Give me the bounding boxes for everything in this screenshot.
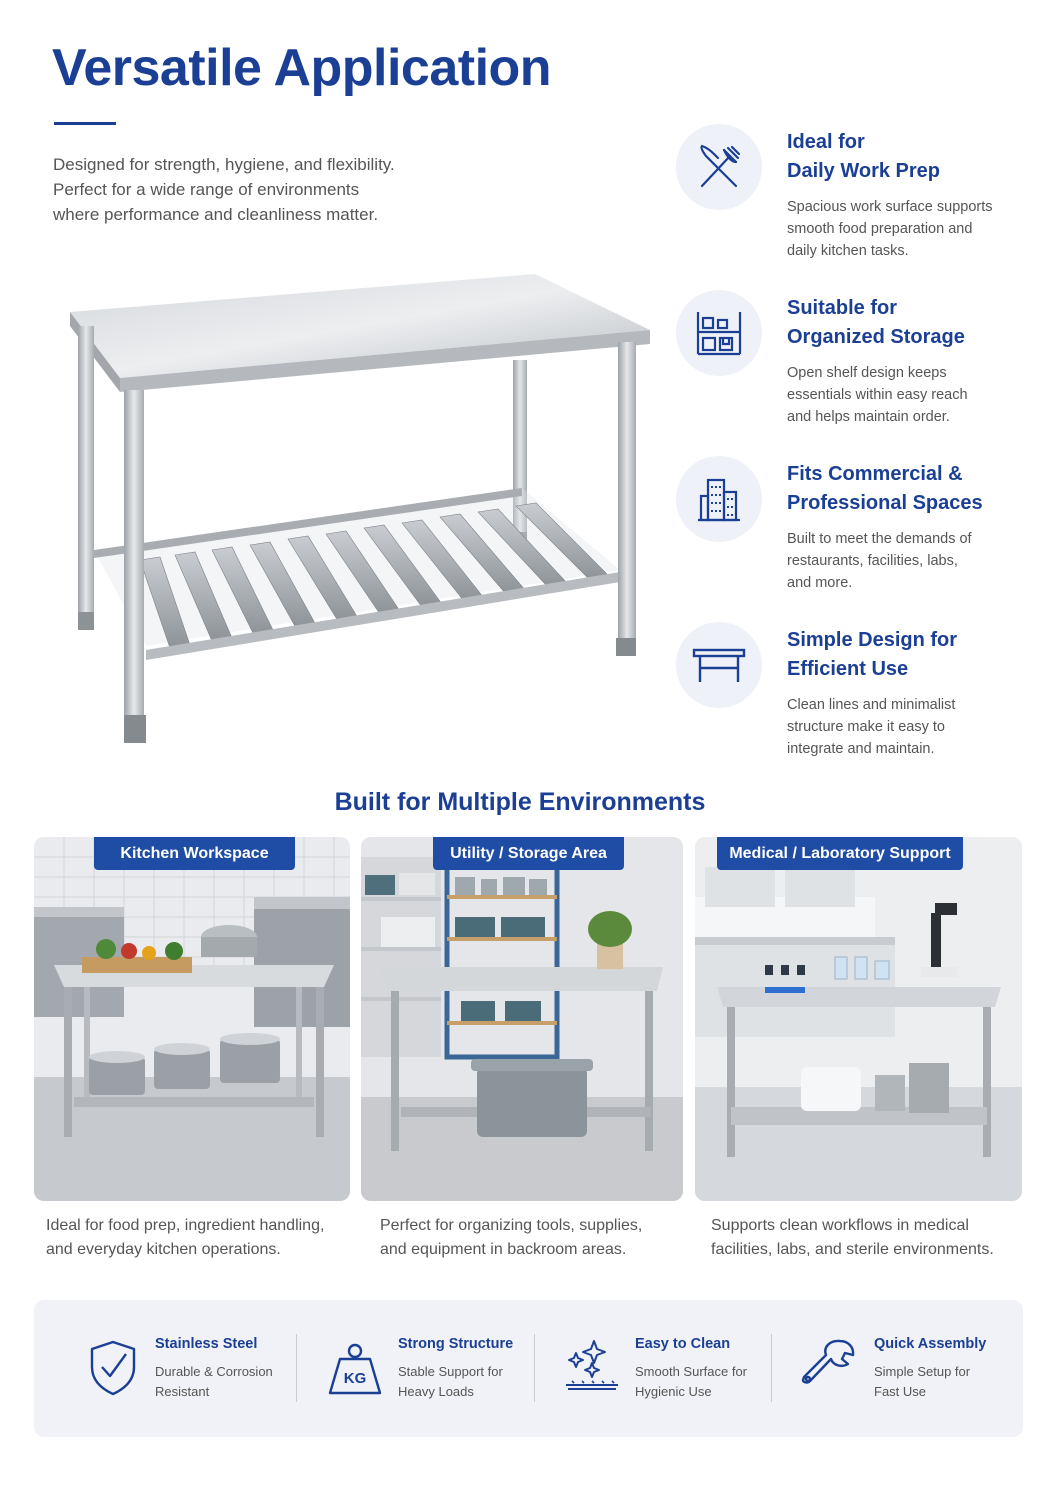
- table-icon: [676, 622, 762, 708]
- benefit-divider: [534, 1334, 535, 1402]
- feature-organized-storage: [676, 290, 1036, 450]
- env-card-lab: [695, 837, 1022, 1201]
- page-title: Versatile Application: [52, 39, 552, 97]
- utensils-icon: [676, 124, 762, 210]
- feature-description: Built to meet the demands of restaurants, facilities, labs, and more.: [787, 531, 972, 591]
- benefit-divider: [296, 1334, 297, 1402]
- feature-title: Ideal for Daily Work Prep: [787, 131, 941, 182]
- benefit-easy-to-clean: Easy to Clean Smooth Surface for Hygienic Use: [564, 1300, 784, 1437]
- weight-icon: [328, 1337, 388, 1399]
- environments-heading: Built for Multiple Environments: [334, 788, 706, 816]
- feature-description: Clean lines and minimalist structure make it easy to integrate and maintain.: [787, 697, 956, 757]
- feature-daily-work-prep: [676, 124, 1036, 284]
- intro-text: Designed for strength, hygiene, and flexibility. Perfect for a wide range of environments where performance and cleanliness matter.: [53, 155, 395, 224]
- sparkle-icon: [564, 1337, 624, 1399]
- benefit-strong-structure: KG Strong Structure Stable Support for Heavy Loads: [328, 1300, 548, 1437]
- svg-text:KG: KG: [343, 1370, 367, 1387]
- env-badge-lab: Medical / Laboratory Support: [717, 837, 963, 870]
- feature-title: Suitable for Organized Storage: [787, 297, 965, 348]
- feature-description: Open shelf design keeps essentials within easy reach and helps maintain order.: [787, 365, 968, 425]
- benefit-stainless-steel: Stainless Steel Durable & Corrosion Resistant: [88, 1300, 308, 1437]
- benefits-bar: [34, 1300, 1023, 1437]
- env-card-storage: [361, 837, 683, 1201]
- env-card-kitchen: [34, 837, 350, 1201]
- benefit-quick-assembly: Quick Assembly Simple Setup for Fast Use: [800, 1300, 1000, 1437]
- storage-photo: [361, 837, 683, 1201]
- lab-photo: [695, 837, 1022, 1201]
- env-badge-kitchen: Kitchen Workspace: [94, 837, 295, 870]
- env-desc-lab: Supports clean workflows in medical facilities, labs, and sterile environments.: [711, 1217, 994, 1258]
- env-badge-storage: Utility / Storage Area: [433, 837, 624, 870]
- kitchen-photo: [34, 837, 350, 1201]
- env-desc-storage: Perfect for organizing tools, supplies, and equipment in backroom areas.: [380, 1217, 643, 1258]
- shield-check-icon: [88, 1337, 148, 1399]
- feature-efficient-use: [676, 622, 1036, 782]
- env-desc-kitchen: Ideal for food prep, ingredient handling, and everyday kitchen operations.: [46, 1217, 325, 1258]
- stainless-table-image: [60, 260, 660, 760]
- building-icon: [676, 456, 762, 542]
- benefit-divider: [771, 1334, 772, 1402]
- feature-description: Spacious work surface supports smooth food preparation and daily kitchen tasks.: [787, 199, 993, 259]
- feature-title: Simple Design for Efficient Use: [787, 629, 958, 680]
- feature-commercial-spaces: [676, 456, 1036, 616]
- feature-title: Fits Commercial & Professional Spaces: [787, 463, 983, 514]
- shelving-icon: [676, 290, 762, 376]
- wrench-icon: [800, 1337, 860, 1399]
- title-underline: [54, 122, 116, 125]
